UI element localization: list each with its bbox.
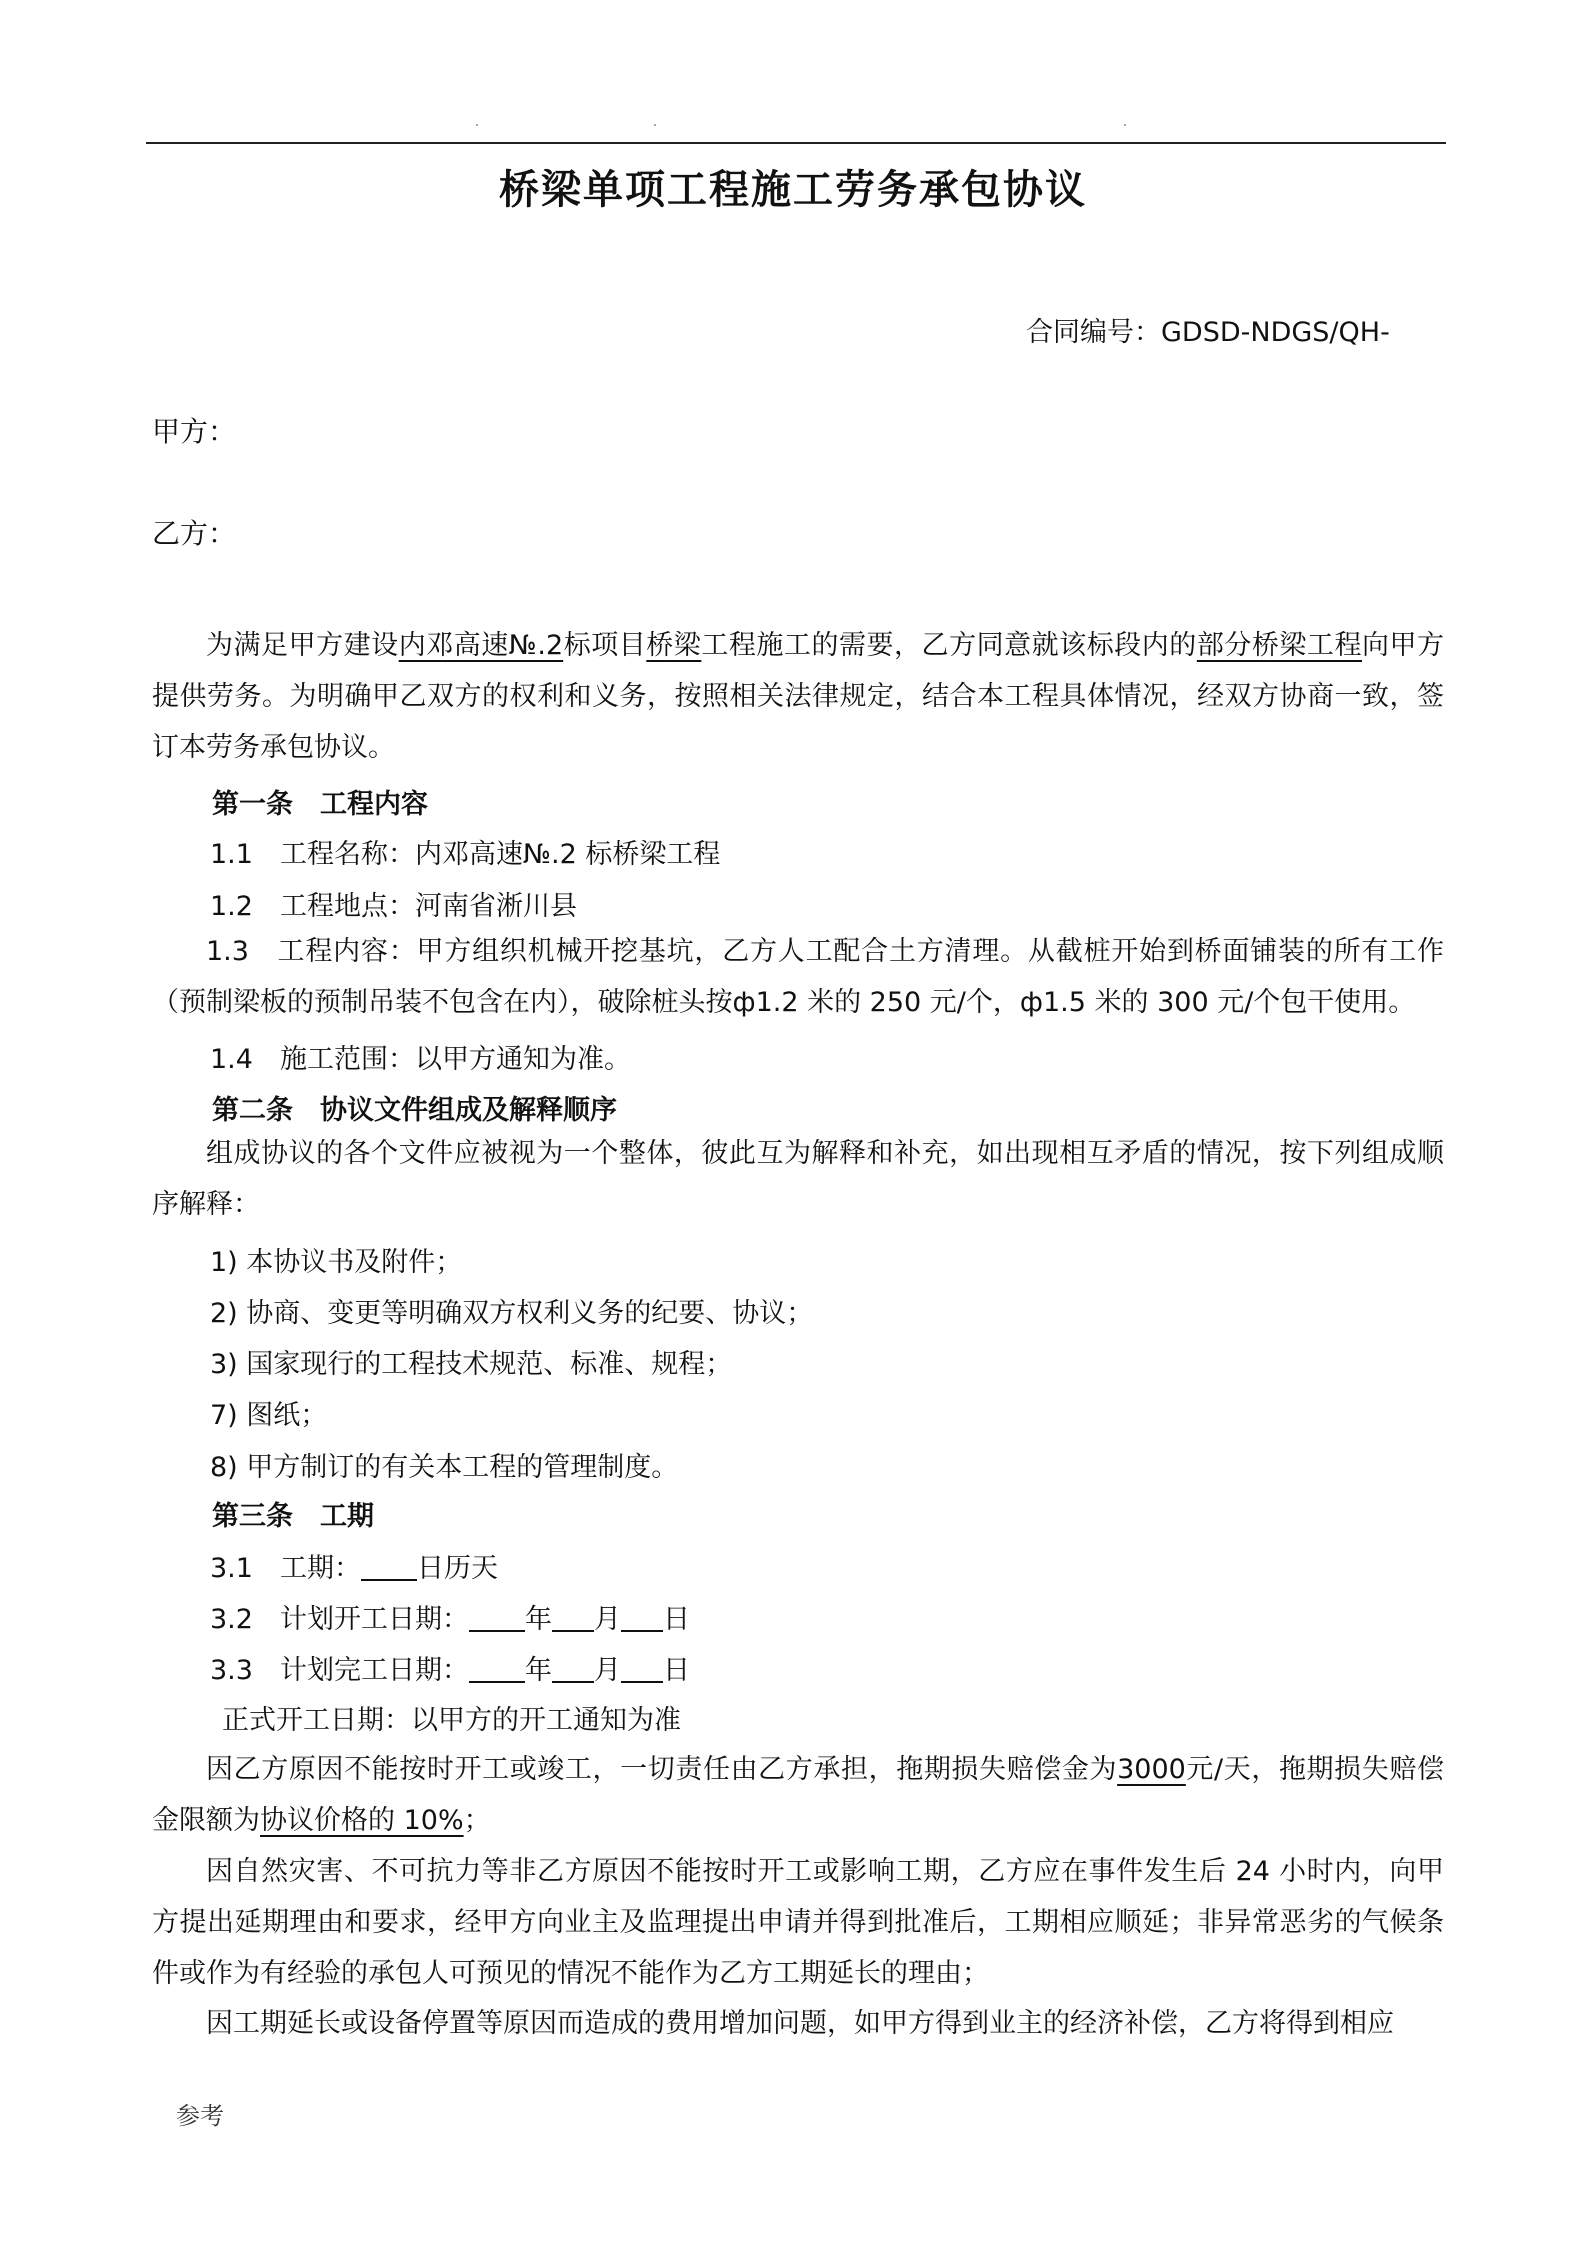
list-item: 3) 国家现行的工程技术规范、标准、规程；	[210, 1349, 733, 1380]
force-majeure-paragraph: 因自然灾害、不可抗力等非乙方原因不能按时开工或影响工期，乙方应在事件发生后 24 小时内，向甲方提出延期理由和要求，经甲方向业主及监理提出申请并得到批准后，工期相应顺延；非异常恶劣的气候条件或作为有经验的承包人可预见的情况不能作为乙方工期延长的理由；	[152, 1856, 1444, 1989]
item-3-1-label: 3.1 工期：	[210, 1553, 361, 1584]
end-day-blank	[621, 1653, 663, 1683]
item-3-1-unit: 日历天	[416, 1553, 498, 1584]
article-2-text: 组成协议的各个文件应被视为一个整体，彼此互为解释和补充，如出现相互矛盾的情况，按下列组成顺序解释：	[152, 1138, 1444, 1220]
intro-text-a: 为满足甲方建设	[206, 630, 399, 661]
item-3-3-label: 3.3 计划完工日期：	[210, 1655, 469, 1686]
header-rule	[146, 142, 1446, 144]
end-month-blank	[552, 1653, 594, 1683]
delay-amount: 3000	[1117, 1754, 1186, 1785]
year-label: 年	[524, 1604, 552, 1635]
list-item: 2) 协商、变更等明确双方权利义务的纪要、协议；	[210, 1298, 814, 1329]
intro-paragraph	[152, 620, 1444, 773]
partial-bridge-underlined: 部分桥梁工程	[1196, 630, 1362, 661]
item-3-2	[210, 1597, 690, 1636]
document-title: 桥梁单项工程施工劳务承包协议	[499, 167, 1087, 213]
day-label: 日	[662, 1604, 690, 1635]
start-month-blank	[552, 1602, 594, 1632]
intro-text-c: 工程施工的需要，乙方同意就该标段内的	[701, 630, 1197, 661]
day-label: 日	[662, 1655, 690, 1686]
list-item: 8) 甲方制订的有关本工程的管理制度。	[210, 1452, 679, 1483]
article-2-heading: 第二条 协议文件组成及解释顺序	[212, 1095, 617, 1126]
party-a-label: 甲方：	[152, 415, 237, 448]
item-3-3	[210, 1648, 690, 1687]
end-year-blank	[469, 1653, 525, 1683]
month-label: 月	[593, 1604, 621, 1635]
delay-penalty-paragraph	[152, 1744, 1444, 1846]
intro-text-d: 向甲方提供劳务。为明确甲乙双方的权利和义务，按照相关法律规定，结合本工程具体情况，经双方协商一致，签订本劳务承包协议。	[152, 630, 1445, 763]
header-dots	[0, 124, 1586, 130]
cost-increase-paragraph: 因工期延长或设备停置等原因而造成的费用增加问题，如甲方得到业主的经济补偿，乙方将得到相应	[206, 2008, 1394, 2039]
intro-text-b: 标项目	[563, 630, 647, 661]
delay-text-c: ；	[463, 1805, 491, 1836]
project-name-underlined: 内邓高速№.2	[398, 630, 564, 661]
item-3-2-label: 3.2 计划开工日期：	[210, 1604, 469, 1635]
item-1-3: 1.3 工程内容：甲方组织机械开挖基坑，乙方人工配合土方清理。从截桩开始到桥面铺装的所有工作（预制梁板的预制吊装不包含在内），破除桩头按ф1.2 米的 250 元/个，ф1.5 米的 300 元/个包干使用。	[152, 936, 1444, 1018]
year-label: 年	[524, 1655, 552, 1686]
formal-start-date: 正式开工日期：以甲方的开工通知为准	[222, 1705, 681, 1736]
item-1-2: 1.2 工程地点：河南省淅川县	[210, 891, 577, 922]
party-b-label: 乙方：	[152, 517, 237, 550]
delay-text-a: 因乙方原因不能按时开工或竣工，一切责任由乙方承担，拖期损失赔偿金为	[206, 1754, 1118, 1785]
start-day-blank	[621, 1602, 663, 1632]
page-footer: 参考	[176, 2102, 224, 2130]
duration-blank	[361, 1551, 417, 1581]
contract-number: 合同编号：GDSD-NDGS/QH-	[1026, 317, 1390, 348]
article-1-heading: 第一条 工程内容	[212, 789, 428, 820]
list-item: 1) 本协议书及附件；	[210, 1247, 463, 1278]
delay-limit: 协议价格的 10%	[260, 1805, 464, 1836]
scope-underlined: 桥梁	[646, 630, 702, 661]
start-year-blank	[469, 1602, 525, 1632]
article-3-heading: 第三条 工期	[212, 1501, 374, 1532]
list-item: 7) 图纸；	[210, 1400, 328, 1431]
month-label: 月	[593, 1655, 621, 1686]
delay-text-b: 元/天，拖期损失赔偿金限额为	[152, 1754, 1444, 1836]
item-3-1	[210, 1546, 498, 1585]
item-1-1: 1.1 工程名称：内邓高速№.2 标桥梁工程	[210, 839, 721, 870]
item-1-4: 1.4 施工范围：以甲方通知为准。	[210, 1044, 631, 1075]
